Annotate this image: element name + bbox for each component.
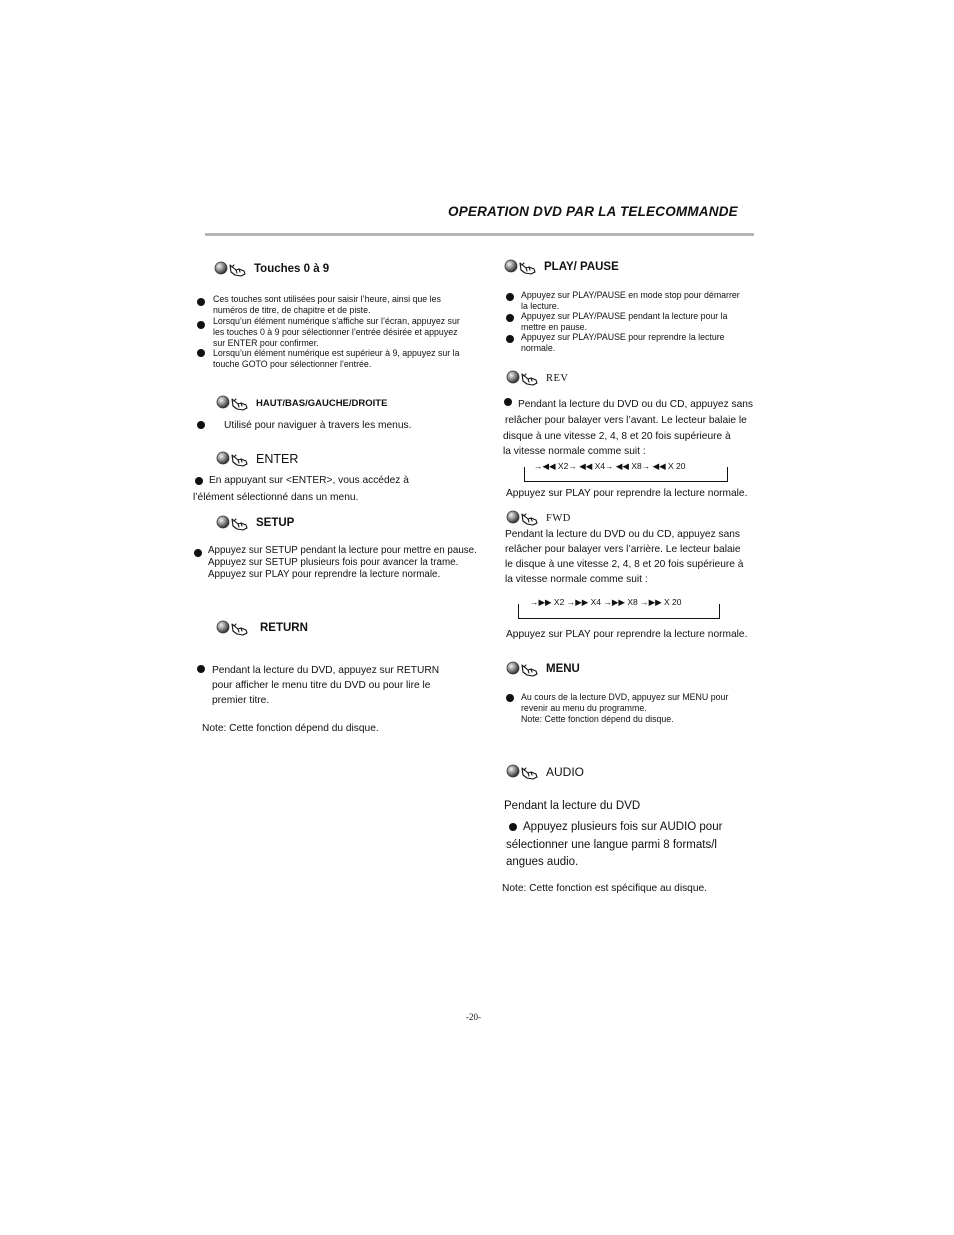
bullet-text-continued: relâcher pour balayer vers l’avant. Le lecteur balaie le bbox=[505, 415, 747, 426]
bullet-text: Lorsqu’un élément numérique s’affiche sur l’écran, appuyez sur les touches 0 à 9 pour sélectionner l’entrée désirée et appuyez sur ENTER pour confirmer. bbox=[213, 316, 460, 348]
remote-button-icon bbox=[214, 261, 248, 277]
bullet-text: Lorsqu’un élément numérique est supérieur à 9, appuyez sur la touche GOTO pour sélectionner l’entrée. bbox=[213, 348, 460, 369]
bullet-text: Pendant la lecture du DVD, appuyez sur RETURN pour afficher le menu titre du DVD ou pour lire le premier titre. bbox=[212, 665, 440, 706]
bullet-icon bbox=[506, 314, 514, 322]
section-haut-heading bbox=[216, 395, 387, 411]
remote-button-icon bbox=[506, 661, 540, 677]
body-text: Pendant la lecture du DVD ou du CD, appuyez sans relâcher pour balayer vers l’arrière. Le lecteur balaie le disque à une vitesse 2, 4, 8 et 20 fois supérieure à la vitesse normale comme suit : bbox=[505, 529, 744, 585]
bullet-text-continued: la vitesse normale comme suit : bbox=[503, 446, 646, 457]
bullet-text: Appuyez sur PLAY/PAUSE en mode stop pour démarrer la lecture. bbox=[521, 290, 740, 311]
bullet-text: Utilisé pour naviguer à travers les menus. bbox=[224, 420, 412, 431]
instruction-text: Appuyez sur PLAY pour reprendre la lecture normale. bbox=[506, 488, 748, 499]
section-play-heading bbox=[504, 259, 619, 275]
remote-button-icon bbox=[506, 510, 540, 526]
bullet-text-continued: disque à une vitesse 2, 4, 8 et 20 fois supérieure à bbox=[503, 431, 731, 442]
bullet-icon bbox=[197, 298, 205, 306]
section-rev-heading bbox=[506, 370, 569, 386]
section-label: Touches 0 à 9 bbox=[254, 263, 330, 275]
intro-text: Pendant la lecture du DVD bbox=[504, 800, 641, 812]
section-label: SETUP bbox=[256, 517, 295, 529]
rev-speed-sequence: →◀◀ X2→ ◀◀ X4→ ◀◀ X8→ ◀◀ X 20 bbox=[534, 461, 686, 471]
remote-button-icon bbox=[216, 620, 250, 636]
section-return-heading bbox=[216, 620, 308, 636]
bullet-icon bbox=[195, 477, 203, 485]
bullet-text-continued: l’élément sélectionné dans un menu. bbox=[193, 492, 359, 503]
bullet-text: Ces touches sont utilisées pour saisir l’heure, ainsi que les numéros de titre, de chapitre et de piste. bbox=[213, 294, 441, 315]
bullet-text: En appuyant sur <ENTER>, vous accédez à bbox=[209, 475, 409, 486]
section-touches-heading bbox=[214, 261, 329, 277]
bullet-icon bbox=[194, 549, 202, 557]
bullet-text-continued: sélectionner une langue parmi 8 formats/l bbox=[506, 839, 717, 851]
section-menu-heading bbox=[506, 661, 580, 677]
page-title: OPERATION DVD PAR LA TELECOMMANDE bbox=[448, 204, 738, 219]
bullet-text: Au cours de la lecture DVD, appuyez sur MENU pour revenir au menu du programme. Note: Cette fonction dépend du disque. bbox=[521, 692, 729, 724]
section-label: FWD bbox=[546, 512, 571, 524]
bullet-icon bbox=[509, 823, 517, 831]
section-label: PLAY/ PAUSE bbox=[544, 261, 619, 273]
bullet-text: Appuyez sur SETUP pendant la lecture pour mettre en pause. Appuyez sur SETUP plusieurs fois pour avancer la trame. Appuyez sur PLAY pour reprendre la lecture normale. bbox=[208, 545, 477, 580]
bullet-text: Pendant la lecture du DVD ou du CD, appuyez sans bbox=[518, 399, 754, 410]
page-number: -20- bbox=[466, 1012, 481, 1022]
section-setup-heading bbox=[216, 515, 294, 531]
bullet-text: Appuyez sur PLAY/PAUSE pour reprendre la lecture normale. bbox=[521, 332, 725, 353]
bullet-icon bbox=[506, 293, 514, 301]
remote-button-icon bbox=[506, 764, 540, 780]
section-fwd-heading bbox=[506, 510, 571, 526]
remote-button-icon bbox=[216, 451, 250, 467]
bullet-icon bbox=[506, 694, 514, 702]
fwd-speed-sequence: →▶▶ X2 →▶▶ X4 →▶▶ X8 →▶▶ X 20 bbox=[530, 597, 682, 607]
section-label: HAUT/BAS/GAUCHE/DROITE bbox=[256, 397, 388, 409]
bullet-text-continued: angues audio. bbox=[506, 856, 579, 868]
bullet-text: Appuyez plusieurs fois sur AUDIO pour bbox=[523, 821, 723, 833]
instruction-text: Appuyez sur PLAY pour reprendre la lecture normale. bbox=[506, 629, 748, 640]
remote-button-icon bbox=[506, 370, 540, 386]
bullet-icon bbox=[506, 335, 514, 343]
bullet-icon bbox=[197, 321, 205, 329]
bullet-icon bbox=[197, 349, 205, 357]
bullet-icon bbox=[197, 421, 205, 429]
bullet-text: Appuyez sur PLAY/PAUSE pendant la lecture pour la mettre en pause. bbox=[521, 311, 728, 332]
note-text: Note: Cette fonction dépend du disque. bbox=[202, 723, 379, 734]
remote-button-icon bbox=[216, 515, 250, 531]
section-audio-heading bbox=[506, 764, 584, 780]
bullet-icon bbox=[504, 398, 512, 406]
section-enter-heading bbox=[216, 451, 298, 467]
section-label: AUDIO bbox=[546, 765, 585, 779]
section-label: MENU bbox=[546, 663, 580, 675]
header-divider bbox=[205, 233, 754, 236]
section-label: REV bbox=[546, 372, 569, 384]
remote-button-icon bbox=[216, 395, 250, 411]
bullet-icon bbox=[197, 665, 205, 673]
section-label: RETURN bbox=[260, 622, 308, 634]
remote-button-icon bbox=[504, 259, 538, 275]
note-text: Note: Cette fonction est spécifique au disque. bbox=[502, 883, 708, 894]
section-label: ENTER bbox=[256, 452, 299, 466]
